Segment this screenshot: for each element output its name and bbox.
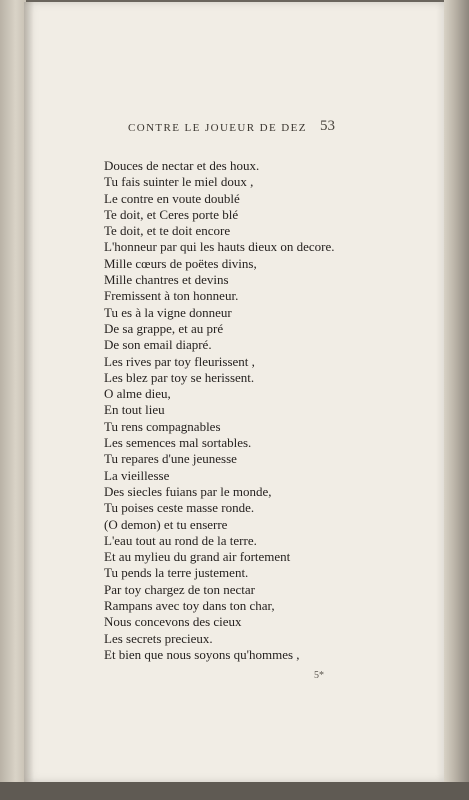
previous-page-edge <box>0 0 26 800</box>
verse-line: L'eau tout au rond de la terre. <box>104 532 257 548</box>
verse-line: Tu pends la terre justement. <box>104 565 249 581</box>
verse-line: Mille cœurs de poëtes divins, <box>104 255 257 271</box>
verse-line: En tout lieu <box>104 402 165 418</box>
verse-line: Tu fais suinter le miel doux , <box>104 174 254 190</box>
verse-line: L'honneur par qui les hauts dieux on decore. <box>104 239 335 255</box>
verse-line: Fremissent à ton honneur. <box>104 288 239 304</box>
verse-line: Tu repares d'une jeunesse <box>104 451 237 467</box>
page-fore-edge <box>444 0 469 800</box>
page-number: 53 <box>320 118 335 134</box>
verse-line: Tu es à la vigne donneur <box>104 304 232 320</box>
poem-verses <box>104 158 335 663</box>
running-title: CONTRE LE JOUEUR DE DEZ <box>128 122 307 134</box>
verse-line: Le contre en voute doublé <box>104 190 240 206</box>
verse-line: Nous concevons des cieux <box>104 614 242 630</box>
verse-line: Les semences mal sortables. <box>104 435 252 451</box>
verse-line: Douces de nectar et des houx. <box>104 158 260 173</box>
verse-line: Des siecles fuians par le monde, <box>104 483 272 499</box>
verse-line: Les rives par toy fleurissent , <box>104 353 255 369</box>
verse-line: La vieillesse <box>104 467 170 483</box>
verse-line: Et au mylieu du grand air fortement <box>104 549 291 565</box>
verse-line: (O demon) et tu enserre <box>104 516 228 532</box>
signature-mark: 5* <box>314 670 324 681</box>
verse-line: Les secrets precieux. <box>104 630 213 646</box>
verse-line: Te doit, et Ceres porte blé <box>104 206 239 222</box>
verse-line: Et bien que nous soyons qu'hommes , <box>104 646 300 662</box>
verse-line: Par toy chargez de ton nectar <box>104 581 255 597</box>
verse-line: De son email diapré. <box>104 337 212 353</box>
verse-line: Te doit, et te doit encore <box>104 223 231 239</box>
verse-line: De sa grappe, et au pré <box>104 320 224 336</box>
verse-line: Tu poises ceste masse ronde. <box>104 500 255 516</box>
verse-line: Rampans avec toy dans ton char, <box>104 598 275 614</box>
page-gutter-shadow <box>24 2 34 782</box>
verse-line: Mille chantres et devins <box>104 272 229 288</box>
verse-line: Les blez par toy se herissent. <box>104 369 255 385</box>
scan-bottom-edge <box>0 782 469 800</box>
verse-line: Tu rens compagnables <box>104 418 221 434</box>
verse-line: O alme dieu, <box>104 386 171 402</box>
